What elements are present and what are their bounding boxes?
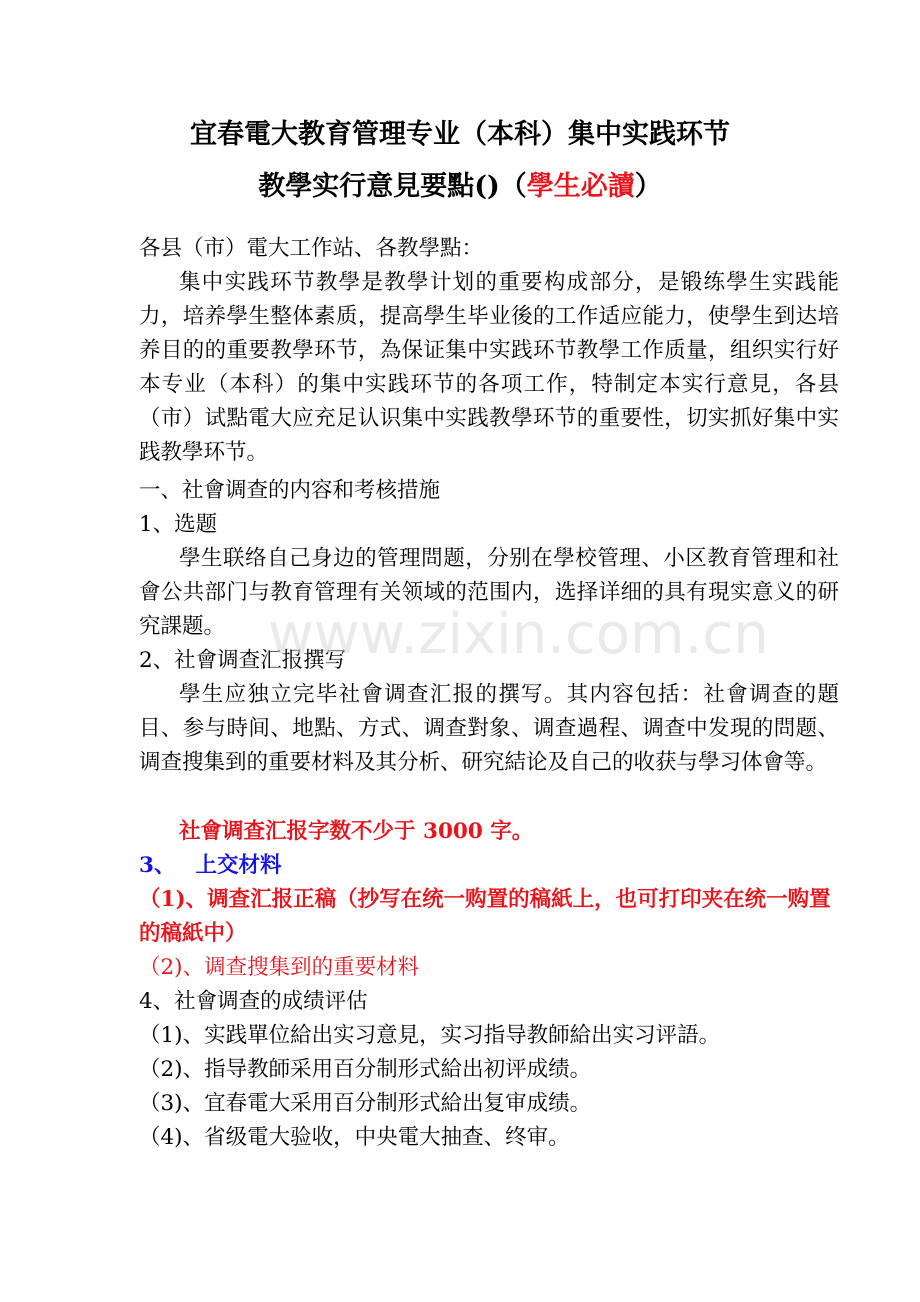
document-title-line2 — [0, 170, 920, 204]
title-line2-suffix: ） — [634, 171, 662, 202]
intro-paragraph: 集中实践环节教學是教學计划的重要构成部分，是锻练學生实践能力，培养學生整体素质，提高學生毕业後的工作适应能力，使學生到达培养目的的重要教學环节，為保证集中实践环节教學工作质量，组织实行好本专业（本科）的集中实践环节的各项工作，特制定本实行意見，各县（市）试點電大应充足认识集中实践教學环节的重要性，切实抓好集中实践教學环节。 — [139, 270, 839, 465]
item2-heading: 2、社會调查汇报撰写 — [139, 648, 347, 673]
section1-heading: 一、社會调查的内容和考核措施 — [139, 478, 441, 503]
watermark: www.zixin.com.cn — [268, 602, 769, 667]
item4-heading: 4、社會调查的成绩评估 — [139, 989, 368, 1014]
item3-heading — [139, 849, 281, 883]
item2-word-count-requirement: 社會调查汇报字数不少于 3000 字。 — [179, 819, 534, 844]
item1-paragraph: 學生联络自己身边的管理問题，分别在學校管理、小区教育管理和社會公共部门与教育管理有关领域的范围内，选择详细的具有現实意义的研究課题。 — [139, 546, 839, 639]
item1-heading: 1、选题 — [139, 512, 218, 537]
document-title-line1: 宜春電大教育管理专业（本科）集中实践环节 — [190, 119, 730, 150]
title-line2-prefix: 教學实行意見要點()（ — [258, 171, 527, 202]
item4-sub1: （1)、实践單位給出实习意見，实习指导教師給出实习评語。 — [139, 1023, 721, 1048]
item4-sub2: （2)、指导教師采用百分制形式給出初评成绩。 — [139, 1057, 592, 1082]
item3-number: 3、 — [139, 853, 176, 878]
item4-sub3: （3)、宜春電大采用百分制形式給出复审成绩。 — [139, 1091, 592, 1116]
item3-sub1: （1)、调查汇报正稿（抄写在统一购置的稿紙上，也可打印夹在统一购置的稿紙中） — [139, 887, 831, 946]
item3-sub2: （2)、调查搜集到的重要材料 — [139, 955, 420, 980]
item2-paragraph: 學生应独立完毕社會调查汇报的撰写。其内容包括：社會调查的題目、参与時间、地點、方式、调查對象、调查過程、调查中发現的問题、调查搜集到的重要材料及其分析、研究結论及自己的收获与學习体會等。 — [139, 682, 839, 775]
title-student-must-read: 學生必讀 — [526, 171, 635, 202]
item4-sub4: （4)、省级電大验收，中央電大抽查、终审。 — [139, 1125, 570, 1150]
salutation: 各县（市）電大工作站、各教學點： — [139, 236, 484, 261]
item3-title: 上交材料 — [195, 853, 282, 878]
